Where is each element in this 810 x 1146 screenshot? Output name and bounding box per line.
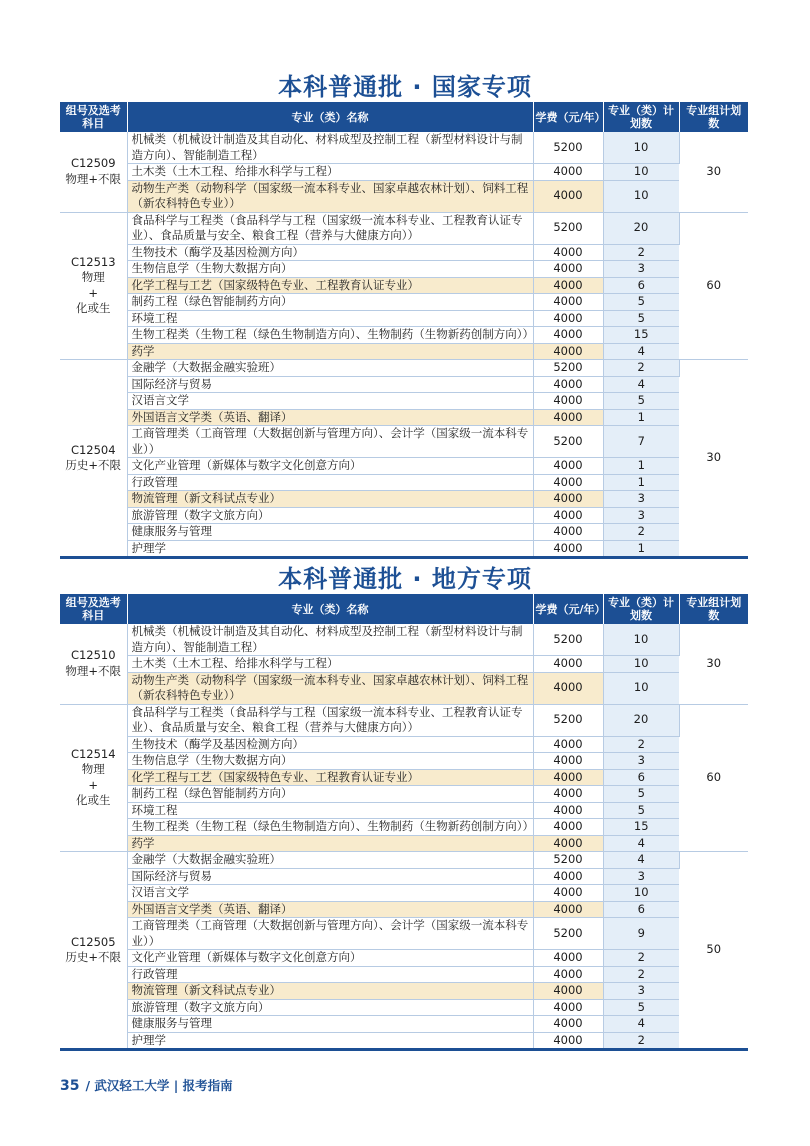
tuition-fee: 4000 <box>533 819 603 836</box>
major-name: 生物工程类（生物工程（绿色生物制造方向）、生物制药（生物新药创制方向）） <box>127 327 533 344</box>
major-name: 行政管理 <box>127 474 533 491</box>
major-name: 制药工程（绿色智能制药方向） <box>127 786 533 803</box>
major-plan-count: 6 <box>603 901 679 918</box>
table-row <box>60 244 748 261</box>
major-plan-count: 5 <box>603 310 679 327</box>
col-header-major: 专业（类）名称 <box>127 594 533 624</box>
page-footer <box>60 1076 233 1094</box>
major-name: 物流管理（新文科试点专业） <box>127 491 533 508</box>
major-name: 护理学 <box>127 540 533 558</box>
major-plan-count: 15 <box>603 819 679 836</box>
major-name: 食品科学与工程类（食品科学与工程（国家级一流本科专业、工程教育认证专业）、食品质量与安全、粮食工程（营养与大健康方向）） <box>127 212 533 244</box>
col-header-major: 专业（类）名称 <box>127 102 533 132</box>
table-row <box>60 885 748 902</box>
major-name: 文化产业管理（新媒体与数字文化创意方向） <box>127 458 533 475</box>
major-plan-count: 3 <box>603 983 679 1000</box>
table-row <box>60 458 748 475</box>
table-row <box>60 624 748 656</box>
table-row <box>60 983 748 1000</box>
table-row <box>60 1032 748 1050</box>
major-plan-count: 2 <box>603 736 679 753</box>
major-plan-count: 10 <box>603 180 679 212</box>
table-row <box>60 360 748 377</box>
major-name: 制药工程（绿色智能制药方向） <box>127 294 533 311</box>
major-name: 文化产业管理（新媒体与数字文化创意方向） <box>127 950 533 967</box>
major-name: 国际经济与贸易 <box>127 868 533 885</box>
major-plan-count: 20 <box>603 704 679 736</box>
table-row <box>60 524 748 541</box>
major-plan-count: 3 <box>603 491 679 508</box>
tuition-fee: 4000 <box>533 1016 603 1033</box>
major-name: 健康服务与管理 <box>127 1016 533 1033</box>
group-plan-count: 30 <box>679 132 748 212</box>
tuition-fee: 4000 <box>533 294 603 311</box>
table-row <box>60 164 748 181</box>
major-name: 物流管理（新文科试点专业） <box>127 983 533 1000</box>
col-header-plan: 专业（类）计划数 <box>603 594 679 624</box>
major-name: 健康服务与管理 <box>127 524 533 541</box>
tuition-fee: 4000 <box>533 458 603 475</box>
major-plan-count: 1 <box>603 409 679 426</box>
major-plan-count: 4 <box>603 852 679 869</box>
tuition-fee: 4000 <box>533 885 603 902</box>
table-row <box>60 868 748 885</box>
major-plan-count: 2 <box>603 966 679 983</box>
major-plan-count: 10 <box>603 624 679 656</box>
table-row <box>60 835 748 852</box>
tuition-fee: 4000 <box>533 343 603 360</box>
tuition-fee: 4000 <box>533 769 603 786</box>
table-row <box>60 180 748 212</box>
tuition-fee: 4000 <box>533 950 603 967</box>
major-plan-count: 3 <box>603 753 679 770</box>
section-title-local: 本科普通批 · 地方专项 <box>278 565 532 593</box>
table-row <box>60 769 748 786</box>
major-plan-count: 4 <box>603 1016 679 1033</box>
table-row <box>60 507 748 524</box>
major-plan-count: 9 <box>603 918 679 950</box>
group-plan-count: 30 <box>679 624 748 704</box>
table-row <box>60 704 748 736</box>
tuition-fee: 4000 <box>533 656 603 673</box>
major-plan-count: 1 <box>603 458 679 475</box>
tuition-fee: 5200 <box>533 704 603 736</box>
major-plan-count: 5 <box>603 294 679 311</box>
table-row <box>60 540 748 558</box>
tuition-fee: 5200 <box>533 132 603 164</box>
tuition-fee: 4000 <box>533 1032 603 1050</box>
major-plan-count: 3 <box>603 261 679 278</box>
footer-text: / 武汉轻工大学 | 报考指南 <box>85 1078 233 1093</box>
group-code: C12505 <box>70 934 116 949</box>
major-plan-count: 6 <box>603 277 679 294</box>
major-plan-count: 10 <box>603 164 679 181</box>
tuition-fee: 4000 <box>533 983 603 1000</box>
tuition-fee: 4000 <box>533 474 603 491</box>
group-plan-count: 50 <box>679 852 748 1050</box>
tuition-fee: 4000 <box>533 786 603 803</box>
major-plan-count: 6 <box>603 769 679 786</box>
tuition-fee: 4000 <box>533 540 603 558</box>
major-name: 化学工程与工艺（国家级特色专业、工程教育认证专业） <box>127 769 533 786</box>
group-plan-count: 60 <box>679 212 748 360</box>
major-plan-count: 3 <box>603 507 679 524</box>
major-plan-count: 15 <box>603 327 679 344</box>
major-plan-count: 1 <box>603 474 679 491</box>
col-header-group: 组号及选考科目 <box>60 102 127 132</box>
tuition-fee: 4000 <box>533 524 603 541</box>
table-row <box>60 999 748 1016</box>
tuition-fee: 5200 <box>533 426 603 458</box>
table-row <box>60 474 748 491</box>
table-row <box>60 132 748 164</box>
major-name: 土木类（土木工程、给排水科学与工程） <box>127 656 533 673</box>
major-plan-count: 2 <box>603 360 679 377</box>
table-row <box>60 393 748 410</box>
major-name: 金融学（大数据金融实验班） <box>127 360 533 377</box>
tuition-fee: 5200 <box>533 918 603 950</box>
table-row <box>60 950 748 967</box>
major-plan-count: 2 <box>603 244 679 261</box>
tuition-fee: 4000 <box>533 966 603 983</box>
major-name: 生物技术（酶学及基因检测方向） <box>127 736 533 753</box>
major-plan-count: 5 <box>603 802 679 819</box>
group-cell <box>60 852 127 1050</box>
table-row <box>60 736 748 753</box>
major-name: 外国语言文学类（英语、翻译） <box>127 409 533 426</box>
plan-table-local <box>60 594 748 1051</box>
tuition-fee: 4000 <box>533 835 603 852</box>
page-number: 35 <box>60 1078 80 1094</box>
major-name: 药学 <box>127 343 533 360</box>
major-name: 工商管理类（工商管理（大数据创新与管理方向）、会计学（国家级一流本科专业）） <box>127 426 533 458</box>
group-cell <box>60 212 127 360</box>
major-name: 汉语言文学 <box>127 885 533 902</box>
group-subject: 物理+不限 <box>65 663 122 678</box>
tuition-fee: 4000 <box>533 164 603 181</box>
col-header-total: 专业组计划数 <box>679 594 748 624</box>
major-plan-count: 2 <box>603 1032 679 1050</box>
group-cell <box>60 360 127 558</box>
group-subject: 物理 + 化或生 <box>76 270 111 316</box>
col-header-fee: 学费（元/年） <box>533 594 603 624</box>
major-name: 机械类（机械设计制造及其自动化、材料成型及控制工程（新型材料设计与制造方向）、智能制造工程） <box>127 624 533 656</box>
major-plan-count: 10 <box>603 672 679 704</box>
group-plan-count: 30 <box>679 360 748 558</box>
major-name: 土木类（土木工程、给排水科学与工程） <box>127 164 533 181</box>
tuition-fee: 4000 <box>533 753 603 770</box>
table-row <box>60 656 748 673</box>
group-code: C12514 <box>70 746 116 761</box>
table-row <box>60 277 748 294</box>
tuition-fee: 4000 <box>533 244 603 261</box>
table-row <box>60 327 748 344</box>
major-name: 国际经济与贸易 <box>127 376 533 393</box>
major-name: 环境工程 <box>127 310 533 327</box>
col-header-total: 专业组计划数 <box>679 102 748 132</box>
tuition-fee: 4000 <box>533 672 603 704</box>
major-plan-count: 4 <box>603 343 679 360</box>
major-plan-count: 10 <box>603 885 679 902</box>
table-row <box>60 409 748 426</box>
table-row <box>60 918 748 950</box>
tuition-fee: 4000 <box>533 409 603 426</box>
tuition-fee: 5200 <box>533 852 603 869</box>
tuition-fee: 4000 <box>533 277 603 294</box>
table-row <box>60 343 748 360</box>
tuition-fee: 4000 <box>533 999 603 1016</box>
tuition-fee: 5200 <box>533 624 603 656</box>
major-name: 汉语言文学 <box>127 393 533 410</box>
major-name: 食品科学与工程类（食品科学与工程（国家级一流本科专业、工程教育认证专业）、食品质量与安全、粮食工程（营养与大健康方向）） <box>127 704 533 736</box>
tuition-fee: 4000 <box>533 491 603 508</box>
tuition-fee: 4000 <box>533 310 603 327</box>
major-name: 旅游管理（数字文旅方向） <box>127 507 533 524</box>
table-row <box>60 426 748 458</box>
major-name: 金融学（大数据金融实验班） <box>127 852 533 869</box>
tuition-fee: 4000 <box>533 327 603 344</box>
major-plan-count: 20 <box>603 212 679 244</box>
tuition-fee: 4000 <box>533 393 603 410</box>
table-row <box>60 753 748 770</box>
table-row <box>60 294 748 311</box>
major-plan-count: 10 <box>603 656 679 673</box>
major-plan-count: 4 <box>603 835 679 852</box>
major-name: 行政管理 <box>127 966 533 983</box>
group-code: C12510 <box>70 648 116 663</box>
table-row <box>60 1016 748 1033</box>
tuition-fee: 4000 <box>533 261 603 278</box>
major-name: 生物信息学（生物大数据方向） <box>127 753 533 770</box>
table-row <box>60 852 748 869</box>
table-row <box>60 802 748 819</box>
plan-table-national <box>60 102 748 559</box>
table-row <box>60 672 748 704</box>
major-plan-count: 2 <box>603 524 679 541</box>
major-plan-count: 2 <box>603 950 679 967</box>
tuition-fee: 4000 <box>533 507 603 524</box>
group-code: C12504 <box>70 442 116 457</box>
tuition-fee: 4000 <box>533 868 603 885</box>
table-row <box>60 966 748 983</box>
tuition-fee: 5200 <box>533 212 603 244</box>
major-plan-count: 3 <box>603 868 679 885</box>
major-name: 药学 <box>127 835 533 852</box>
tuition-fee: 4000 <box>533 901 603 918</box>
major-name: 生物技术（酶学及基因检测方向） <box>127 244 533 261</box>
table-row <box>60 212 748 244</box>
major-plan-count: 10 <box>603 132 679 164</box>
major-plan-count: 5 <box>603 786 679 803</box>
major-name: 护理学 <box>127 1032 533 1050</box>
tuition-fee: 4000 <box>533 736 603 753</box>
major-name: 工商管理类（工商管理（大数据创新与管理方向）、会计学（国家级一流本科专业）） <box>127 918 533 950</box>
group-subject: 物理+不限 <box>65 171 122 186</box>
group-subject: 物理 + 化或生 <box>76 762 111 808</box>
group-cell <box>60 704 127 852</box>
table-row <box>60 310 748 327</box>
major-name: 外国语言文学类（英语、翻译） <box>127 901 533 918</box>
major-plan-count: 4 <box>603 376 679 393</box>
major-plan-count: 5 <box>603 999 679 1016</box>
major-name: 环境工程 <box>127 802 533 819</box>
major-name: 生物工程类（生物工程（绿色生物制造方向）、生物制药（生物新药创制方向）） <box>127 819 533 836</box>
table-row <box>60 786 748 803</box>
major-plan-count: 5 <box>603 393 679 410</box>
table-row <box>60 376 748 393</box>
major-name: 动物生产类（动物科学（国家级一流本科专业、国家卓越农林计划）、饲料工程（新农科特色专业）） <box>127 672 533 704</box>
col-header-fee: 学费（元/年） <box>533 102 603 132</box>
section-title-national: 本科普通批 · 国家专项 <box>278 73 532 101</box>
table-row <box>60 261 748 278</box>
table-row <box>60 491 748 508</box>
tuition-fee: 5200 <box>533 360 603 377</box>
table-row <box>60 901 748 918</box>
major-name: 生物信息学（生物大数据方向） <box>127 261 533 278</box>
tuition-fee: 4000 <box>533 802 603 819</box>
major-name: 机械类（机械设计制造及其自动化、材料成型及控制工程（新型材料设计与制造方向）、智能制造工程） <box>127 132 533 164</box>
col-header-group: 组号及选考科目 <box>60 594 127 624</box>
major-name: 旅游管理（数字文旅方向） <box>127 999 533 1016</box>
group-code: C12513 <box>70 254 116 269</box>
major-name: 化学工程与工艺（国家级特色专业、工程教育认证专业） <box>127 277 533 294</box>
group-subject: 历史+不限 <box>65 950 122 964</box>
col-header-plan: 专业（类）计划数 <box>603 102 679 132</box>
group-plan-count: 60 <box>679 704 748 852</box>
group-cell <box>60 624 127 704</box>
tuition-fee: 4000 <box>533 376 603 393</box>
group-code: C12509 <box>70 156 116 171</box>
tuition-fee: 4000 <box>533 180 603 212</box>
group-cell <box>60 132 127 212</box>
table-row <box>60 819 748 836</box>
major-plan-count: 7 <box>603 426 679 458</box>
major-plan-count: 1 <box>603 540 679 558</box>
group-subject: 历史+不限 <box>65 458 122 472</box>
major-name: 动物生产类（动物科学（国家级一流本科专业、国家卓越农林计划）、饲料工程（新农科特色专业）） <box>127 180 533 212</box>
